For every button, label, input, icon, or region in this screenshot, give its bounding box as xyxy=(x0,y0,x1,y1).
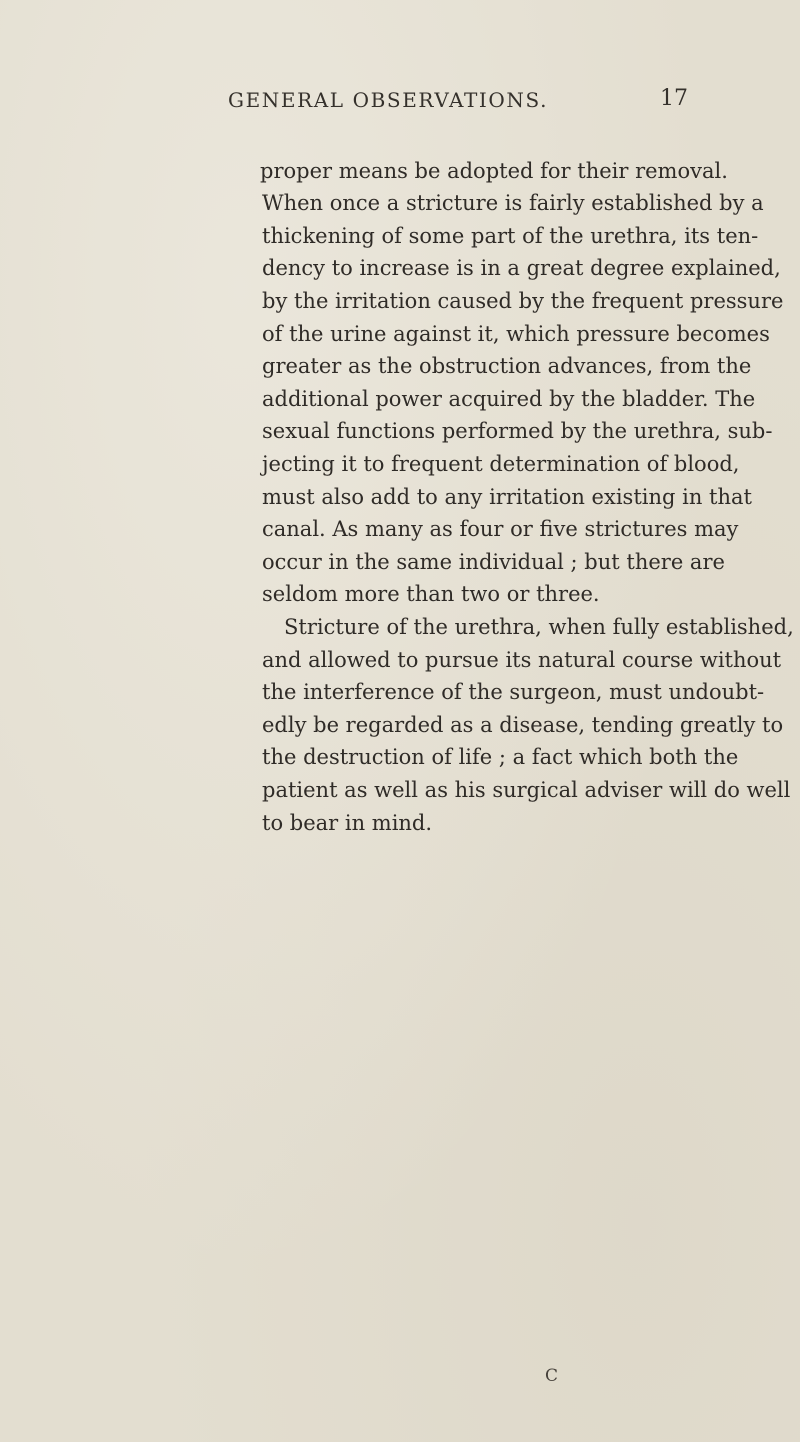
text-line: occur in the same individual ; but there are xyxy=(262,550,725,574)
text-line: jecting it to frequent determination of blood, xyxy=(262,452,740,476)
text-line: patient as well as his surgical adviser will do well xyxy=(262,778,791,802)
running-head: GENERAL OBSERVATIONS. xyxy=(228,88,549,112)
text-line: of the urine against it, which pressure becomes xyxy=(262,322,770,346)
text-line: must also add to any irritation existing in that xyxy=(262,485,752,509)
text-line: and allowed to pursue its natural course without xyxy=(262,648,782,672)
text-line: the destruction of life ; a fact which both the xyxy=(262,745,739,769)
text-line: the interference of the surgeon, must undoubt- xyxy=(262,680,765,704)
text-line: proper means be adopted for their removal. xyxy=(260,159,728,183)
text-line: thickening of some part of the urethra, its ten- xyxy=(262,224,759,248)
text-line: When once a stricture is fairly established by a xyxy=(262,191,764,215)
text-line: by the irritation caused by the frequent pressure xyxy=(262,289,784,313)
text-line: to bear in mind. xyxy=(262,811,433,835)
signature-mark: C xyxy=(545,1366,559,1386)
text-line: edly be regarded as a disease, tending greatly to xyxy=(262,713,784,737)
text-line: seldom more than two or three. xyxy=(262,582,600,606)
text-line: canal. As many as four or five strictures may xyxy=(262,517,739,541)
text-line: sexual functions performed by the urethra, sub- xyxy=(262,419,773,443)
page-number: 17 xyxy=(660,86,688,111)
text-line: additional power acquired by the bladder. The xyxy=(262,387,756,411)
text-line: dency to increase is in a great degree explained, xyxy=(262,256,781,280)
text-line: greater as the obstruction advances, from the xyxy=(262,354,752,378)
text-line: Stricture of the urethra, when fully established, xyxy=(284,615,794,639)
